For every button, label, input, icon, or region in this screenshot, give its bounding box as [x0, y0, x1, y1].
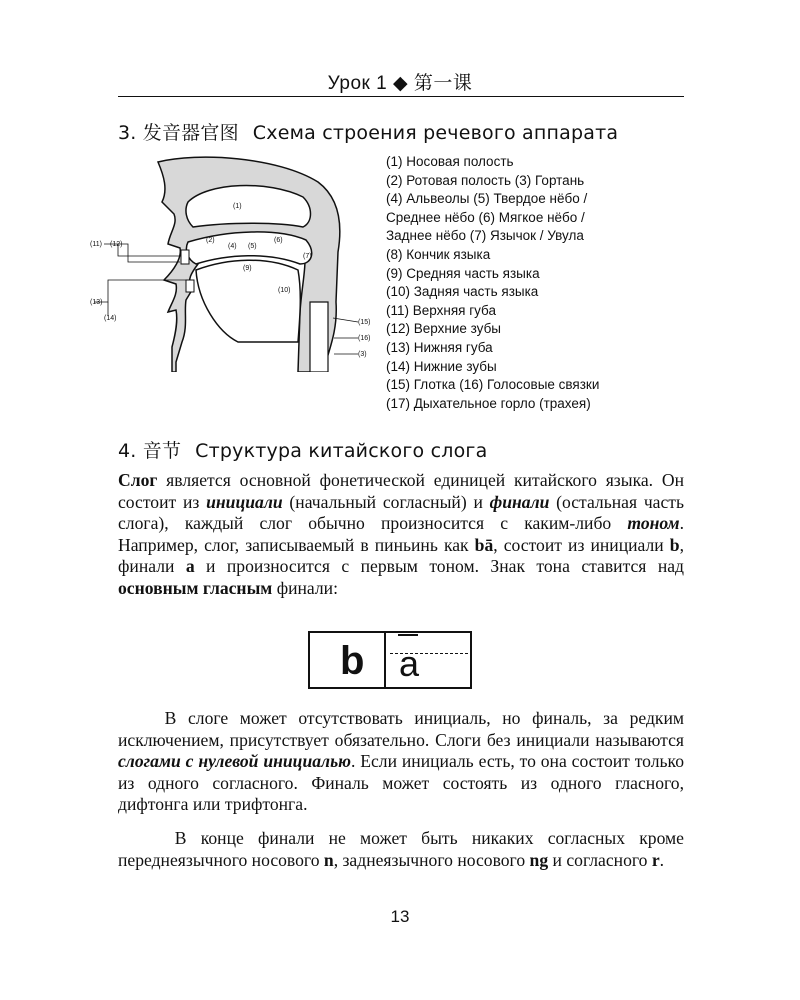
consonant-n: n — [323, 849, 334, 870]
term-zero-initial: слогами с нулевой инициалью — [118, 751, 351, 771]
text-run: , заднеязычного носового — [333, 849, 530, 870]
text-run: , состоит из инициали — [493, 534, 670, 555]
running-header: Урок 1 ◆ 第一课 — [327, 73, 473, 94]
legend-item: (17) Дыхательное горло (трахея) — [386, 395, 591, 411]
legend-item: (14) Нижние зубы — [386, 358, 497, 374]
diagram-label-1: (1) — [233, 203, 242, 210]
syllable-final: a — [399, 643, 420, 684]
section-3-heading-cn: 3. 发音器官图 — [118, 122, 239, 144]
syllable-structure-box — [308, 631, 472, 689]
diagram-label-11: (11) — [90, 241, 102, 248]
text-run: и согласного — [548, 849, 652, 870]
text-run: является основной фонетической единицей китайского языка. Он состоит из — [118, 470, 684, 512]
diagram-label-10: (10) — [278, 287, 291, 294]
tongue — [196, 260, 300, 342]
tone-mark-first-tone — [398, 634, 418, 636]
legend-item: (2) Ротовая полость (3) Гортань — [386, 172, 585, 188]
legend-item: (9) Средняя часть языка — [386, 265, 540, 281]
section-3-heading — [118, 118, 632, 145]
diagram-label-3: (3) — [358, 351, 367, 358]
legend-item: Заднее нёбо (7) Язычок / Увула — [386, 228, 584, 244]
diagram-label-9: (9) — [243, 265, 252, 272]
term-main-vowel: основным гласным — [118, 577, 273, 598]
lower-teeth — [186, 280, 194, 292]
diagram-label-13: (13) — [90, 299, 103, 306]
diagram-label-4: (4) — [228, 243, 237, 250]
diagram-legend — [386, 153, 696, 413]
diagram-label-2: (2) — [206, 237, 215, 244]
legend-item: (11) Верхняя губа — [386, 302, 496, 318]
diagram-label-15: (15) — [358, 319, 371, 326]
diagram-label-7: (7) — [303, 253, 312, 260]
text-run: (начальный согласный) и — [282, 491, 490, 512]
text-run: . Например, слог, записываемый в пиньинь как — [118, 513, 684, 555]
speech-organs-diagram — [88, 152, 378, 372]
example-ba: bā — [474, 534, 494, 555]
legend-item: (10) Задняя часть языка — [386, 284, 539, 300]
text-run: финали: — [272, 577, 338, 598]
page-number: 13 — [390, 907, 410, 926]
legend-item: (12) Верхние зубы — [386, 321, 502, 337]
consonant-r: r — [651, 849, 660, 870]
text-run: (остальная часть слога), каждый слог обычно произносится с каким-либо — [118, 491, 684, 533]
text-run: , финали — [118, 534, 684, 576]
text-run: и произносится с первым тоном. Знак тона ставится над — [194, 556, 684, 576]
example-a: a — [185, 556, 195, 576]
paragraph-zero-initial — [118, 708, 684, 816]
term-initial: инициали — [206, 491, 283, 512]
nasal-cavity — [186, 186, 311, 227]
term-syllable: Слог — [118, 470, 158, 490]
legend-item: (4) Альвеолы (5) Твердое нёбо / — [386, 191, 588, 207]
text-run: В конце финали не может быть никаких согласных кроме переднеязычного носового — [118, 828, 684, 870]
term-tone: тоном — [627, 513, 680, 533]
legend-item: (8) Кончик языка — [386, 246, 491, 262]
legend-item: (1) Носовая полость — [386, 154, 514, 169]
diagram-label-12: (12) — [110, 241, 123, 248]
diagram-label-16: (16) — [358, 335, 371, 342]
legend-item: (13) Нижняя губа — [386, 339, 493, 355]
term-final: финали — [489, 491, 550, 512]
legend-item: Среднее нёбо (6) Мягкое нёбо / — [386, 209, 585, 225]
upper-teeth — [181, 250, 189, 264]
diagram-label-6: (6) — [274, 237, 283, 244]
text-run: . — [659, 849, 665, 870]
text-run: В слоге может отсутствовать инициаль, но финаль, за редким исключением, присутствует обязательно. Слоги без инициали называются — [118, 708, 684, 750]
section-3-heading-ru: Схема строения речевого аппарата — [252, 122, 619, 144]
header-rule — [118, 96, 684, 97]
consonant-ng: ng — [529, 849, 549, 870]
diagram-label-14: (14) — [104, 315, 117, 322]
diagram-label-5: (5) — [248, 243, 257, 250]
text-run: . Если инициаль есть, то она состоит только из одного согласного. Финаль может состоять из одного гласного, дифтонга или трифтонга. — [118, 751, 684, 814]
section-4-heading — [118, 436, 501, 463]
legend-item: (15) Глотка (16) Голосовые связки — [386, 377, 600, 393]
trachea — [310, 302, 328, 372]
section-4-heading-ru: Структура китайского слога — [195, 440, 488, 462]
syllable-divider — [384, 633, 386, 687]
paragraph-final-consonants — [118, 828, 684, 871]
example-b: b — [669, 534, 680, 555]
paragraph-syllable-definition — [118, 470, 684, 599]
syllable-initial: b — [340, 639, 365, 683]
section-4-heading-cn: 4. 音节 — [118, 440, 182, 462]
